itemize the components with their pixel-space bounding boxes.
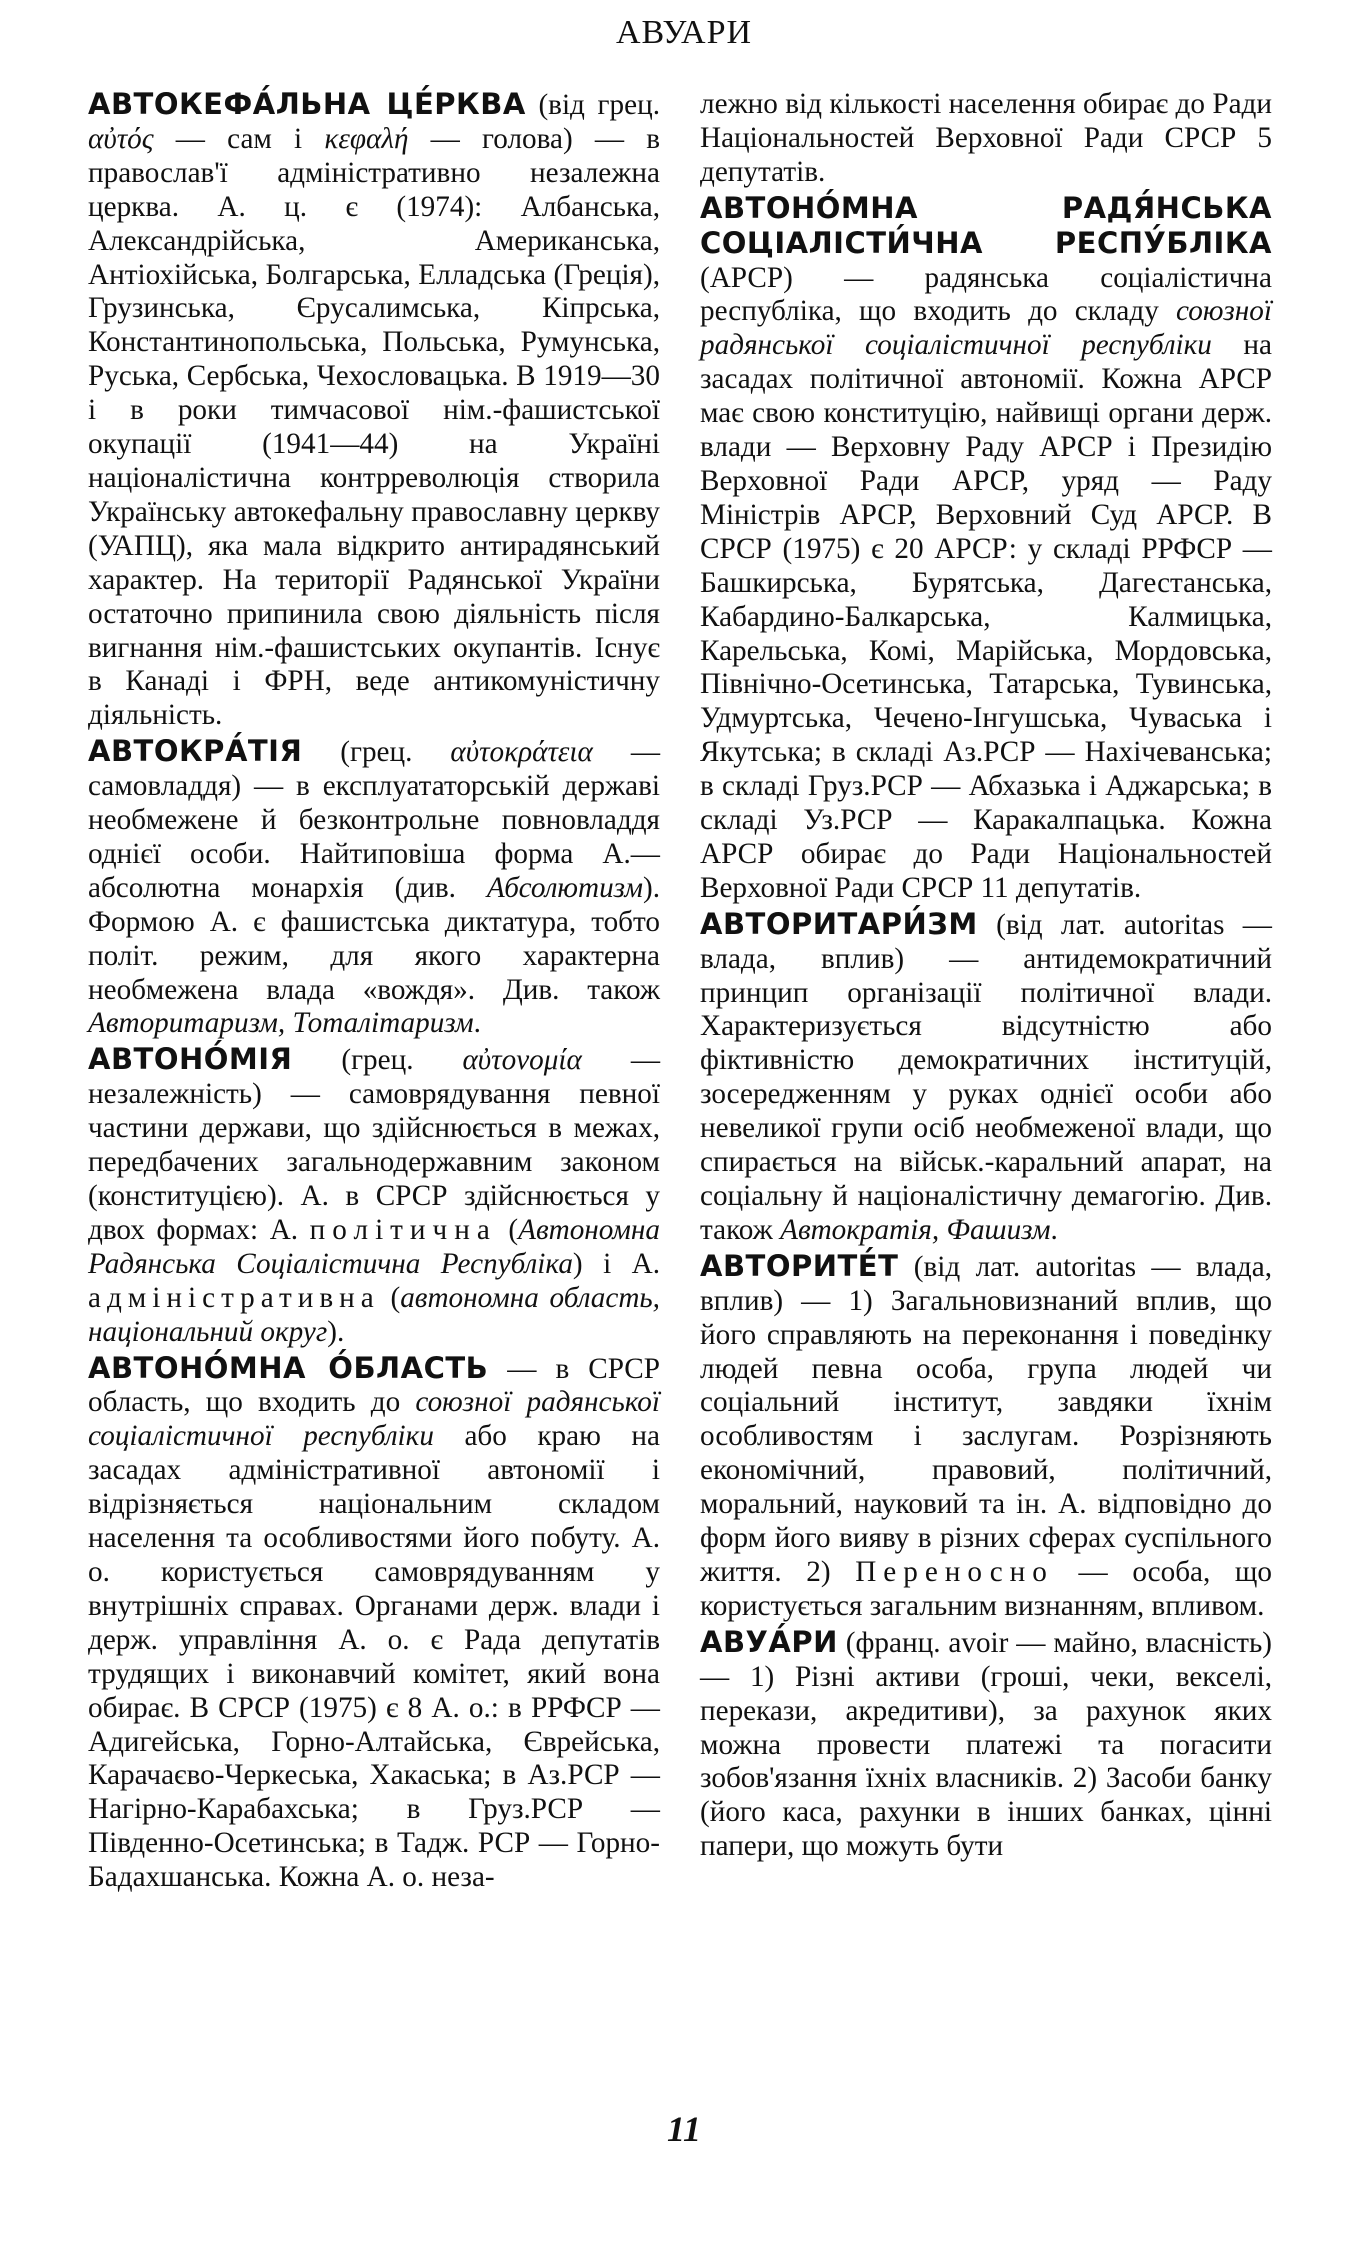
- page-number: 11: [666, 2109, 701, 2149]
- entry-text: ). Формою А. є фашистська диктатура, тобто політ. режим, для якого характерна необмежена влада «вождя». Див. також: [88, 871, 660, 1006]
- entry-text: — особа, що користується загальним визнанням, впливом.: [700, 1555, 1272, 1622]
- spaced-term: адміністративна: [88, 1281, 380, 1314]
- entry-body: [88, 1043, 660, 1349]
- entry-text: ).: [327, 1315, 345, 1348]
- headword: АВТОНО́МІЯ: [88, 1042, 293, 1077]
- entry-text: — в СРСР область, що входить до: [88, 1352, 660, 1419]
- entry-avoirs: [700, 1626, 1272, 1864]
- right-column: [700, 88, 1272, 1866]
- entry-text: (франц. avoir — майно, власність) — 1) Різні активи (гроші, чеки, векселі, перекази, акредитиви), за рахунок яких можна провести платежі та погасити зобов'язання їхніх власників. 2) Засоби банку (його каса, рахунки в інших банках, цінні папери, що можуть бути: [700, 1626, 1272, 1863]
- entry-text: (: [379, 1281, 401, 1314]
- entry-continuation: [700, 88, 1272, 190]
- entry-text: — самовладдя) — в експлуататорській державі необмежене й безконтрольне повновладдя однієї особи. Найтиповіша форма А.— абсолютна монархія (див.: [88, 736, 660, 904]
- cross-reference: автономна область, національний округ: [88, 1281, 660, 1348]
- entry-text: (від грец.: [525, 89, 660, 121]
- spaced-term: Переносно: [855, 1555, 1054, 1588]
- cross-reference: Автократія, Фашизм: [780, 1213, 1051, 1246]
- greek-etymon: αὐτός: [88, 122, 154, 155]
- entry-autonomous-oblast: [88, 1352, 660, 1896]
- entry-text: .: [1050, 1213, 1058, 1246]
- left-column: [88, 88, 660, 1897]
- entry-text: (грец.: [302, 736, 451, 769]
- greek-etymon: αὐτοκράτεια: [450, 736, 593, 769]
- headword: АВТОКЕФА́ЛЬНА ЦЕ́РКВА: [88, 87, 526, 121]
- entry-text: ) і А.: [572, 1247, 660, 1280]
- entry-autonomous-republic: [700, 192, 1272, 906]
- entry-text: або краю на засадах адміністративної автономії і відрізняється національним складом населення та особливостями його побуту. А. о. користується самоврядуванням у внутрішніх справах. Органами держ. влади і держ. управління А. о. є Рада депутатів трудящих і виконавчий комітет, який вона обирає. В СРСР (1975) є 8 А. о.: в РРФСР — Адигейська, Горно-Алтайська, Єврейська, Карачаєво-Черкеська, Хакаська; в Аз.РСР — Нагірно-Карабахська; в Груз.РСР — Південно-Осетинська; в Тадж. РСР — Горно-Бадахшанська. Кожна А. о. неза-: [88, 1420, 660, 1894]
- headword: АВТОРИТАРИ́ЗМ: [700, 906, 978, 941]
- entry-body: [700, 1250, 1272, 1624]
- entry-body: [700, 1626, 1272, 1864]
- headword: АВТОРИТЕ́Т: [700, 1248, 899, 1283]
- entry-autonomy: [88, 1043, 660, 1349]
- entry-body: [700, 88, 1272, 190]
- running-title: АВУАРИ: [615, 14, 753, 51]
- entry-text: .: [473, 1007, 481, 1040]
- headword: АВТОНО́МНА РАДЯ́НСЬКА СОЦІАЛІСТИ́ЧНА РЕСПУ́БЛІКА: [700, 190, 1272, 260]
- greek-etymon: αὐτονομία: [462, 1044, 582, 1077]
- entry-text: (від лат. autoritas — влада, вплив) — 1) Загальновизнаний вплив, що його справляють на переконання і поведінку людей певна особа, група людей чи соціальний інститут, завдяки їхнім особливостям і заслугам. Розрізняють економічний, правовий, політичний, моральний, науковий та ін. А. відповідно до форм його вияву в різних сферах суспільного життя. 2): [700, 1250, 1272, 1588]
- entry-autocracy: [88, 735, 660, 1041]
- entry-body: [88, 88, 660, 733]
- entry-text: на засадах політичної автономії. Кожна АРСР має свою конституцію, найвищі органи держ. влади — Верховну Раду АРСР і Президію Верховної Ради АРСР, уряд — Раду Міністрів АРСР, Верховний Суд АРСР. В СРСР (1975) є 20 АРСР: у складі РРФСР — Башкирська, Бурятська, Дагестанська, Кабардино-Балкарська, Калмицька, Карельська, Комі, Марійська, Мордовська, Північно-Осетинська, Татарська, Тувинська, Удмуртська, Чечено-Інгушська, Чуваська і Якутська; в складі Аз.РСР — Нахічеванська; в складі Груз.РСР — Абхазька і Аджарська; в складі Уз.РСР — Каракалпацька. Кожна АРСР обирає до Ради Національностей Верховної Ради СРСР 11 депутатів.: [700, 329, 1272, 904]
- entry-authoritarianism: [700, 908, 1272, 1248]
- greek-etymon: κεφαλή: [324, 122, 409, 155]
- entry-body: [88, 1352, 660, 1896]
- cross-reference: Автономна Радянська Соціалістична Республіка: [88, 1213, 660, 1280]
- entry-body: [88, 735, 660, 1041]
- entry-text: (АРСР) — радянська соціалістична республіка, що входить до складу: [700, 261, 1272, 328]
- entry-text: — незалежність) — самоврядування певної частини держави, що здійснюється в межах, передбачених загальнодержавним законом (конституцією). А. в СРСР здійснюється у двох формах: А.: [88, 1044, 660, 1246]
- entry-text: — голова) — в православ'ї адміністративно незалежна церква. А. ц. є (1974): Албанська, Александрійська, Американська, Антіохійська, Болгарська, Елладська (Греція), Грузинська, Єрусалимська, Кіпрська, Константинопольська, Польська, Румунська, Руська, Сербська, Чехословацька. В 1919—30 і в роки тимчасової нім.-фашистської окупації (1941—44) на Україні націоналістична контрреволюція створила Українську автокефальну православну церкву (УАПЦ), яка мала відкрито антирадянський характер. На території Радянської України остаточно припинила свою діяльність після вигнання нім.-фашистських окупантів. Існує в Канаді і ФРН, веде антикомуністичну діяльність.: [88, 122, 660, 732]
- cross-reference: Абсолютизм: [486, 871, 643, 904]
- entry-text: — сам і: [153, 122, 325, 155]
- entry-autocephalous-church: [88, 88, 660, 733]
- cross-reference: Авторитаризм, Тоталітаризм: [88, 1007, 474, 1040]
- headword: АВТОНО́МНА О́БЛАСТЬ: [88, 1350, 489, 1385]
- cross-reference: союзної радянської соціалістичної республіки: [700, 295, 1272, 362]
- entry-authority: [700, 1250, 1272, 1624]
- entry-text: (від лат. autoritas — влада, вплив) — антидемократичний принцип організації політичної влади. Характеризується відсутністю або фіктивністю демократичних інституцій, зосередженням у руках однієї особи або невеликої групи осіб необмеженої влади, що спирається на військ.-каральний апарат, на соціальну й націоналістичну демагогію. Див. також: [700, 908, 1272, 1246]
- entry-body: [700, 192, 1272, 906]
- entry-text: лежно від кількості населення обирає до Ради Національностей Верховної Ради СРСР 5 депутатів.: [700, 88, 1272, 188]
- cross-reference: союзної радянської соціалістичної республіки: [88, 1386, 660, 1453]
- entry-text: (грец.: [292, 1044, 463, 1077]
- entry-body: [700, 908, 1272, 1248]
- headword: АВУА́РИ: [700, 1624, 838, 1659]
- entry-text: (: [496, 1213, 519, 1246]
- spaced-term: політична: [309, 1213, 497, 1246]
- headword: АВТОКРА́ТІЯ: [88, 734, 303, 769]
